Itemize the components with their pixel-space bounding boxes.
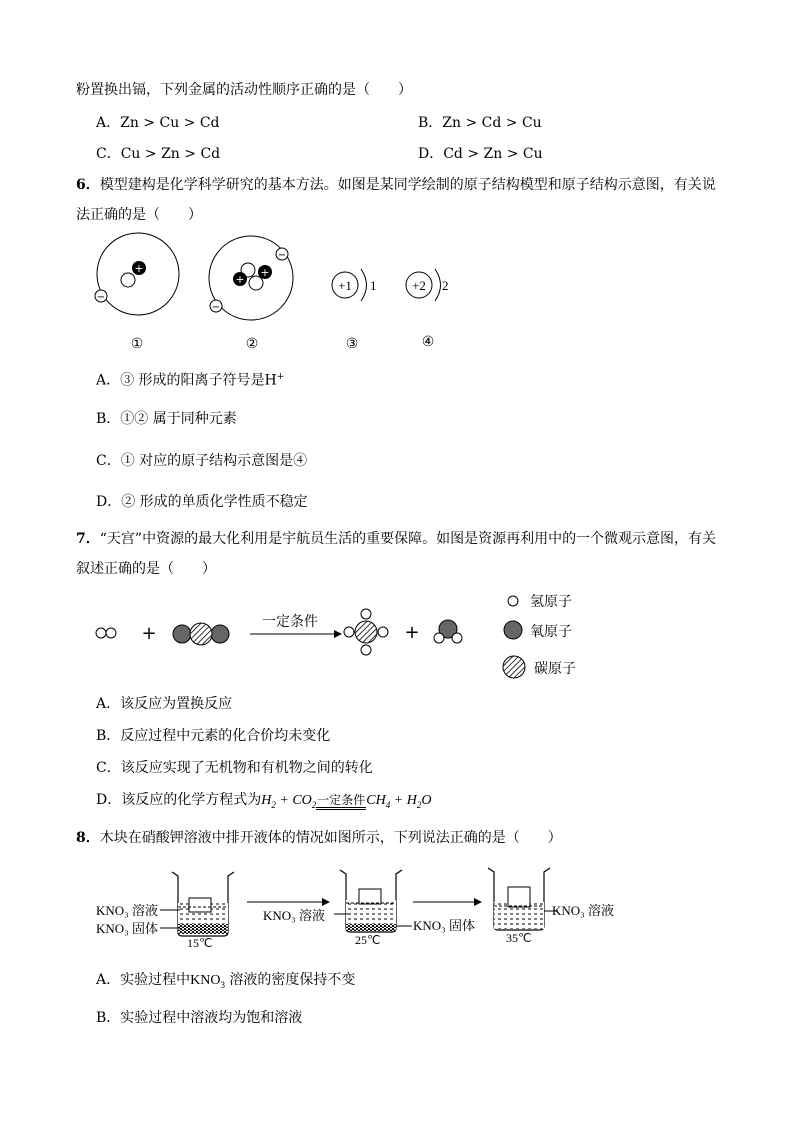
reaction-condition: 一定条件 — [262, 614, 318, 630]
q7-option-d[interactable]: D．该反应的化学方程式为$H_2 + CO_2$一定条件$CH_4 + H_2O$ — [96, 792, 432, 810]
atom-model-2 — [209, 236, 293, 320]
q6-option-d[interactable]: D．② 形成的单质化学性质不稳定 — [96, 494, 308, 510]
beaker-35c — [488, 868, 558, 930]
q7-option-a[interactable]: A．该反应为置换反应 — [96, 696, 233, 712]
electron-minus: − — [277, 250, 287, 261]
figure-label-4: ④ — [421, 334, 435, 350]
label-temp-15: 15℃ — [187, 936, 213, 950]
figure-label-1: ① — [130, 336, 144, 352]
water-molecule — [434, 620, 462, 643]
q5-stem-tail: 粉置换出镉，下列金属的活动性顺序正确的是（ ） — [76, 82, 412, 98]
carbon-dioxide-molecule — [173, 623, 229, 645]
figure-label-3: ③ — [345, 336, 359, 352]
q5-option-b[interactable]: B．Zn > Cd > Cu — [418, 115, 542, 131]
q6-number: 6． — [76, 177, 100, 193]
methane-molecule — [344, 609, 388, 655]
q6-stem-line1: 6．模型建构是化学科学研究的基本方法。如图是某同学绘制的原子结构模型和原子结构示意图，有关说 — [76, 177, 716, 193]
q7-stem-line1: 7．“天宫”中资源的最大化利用是宇航员生活的重要保障。如图是资源再利用中的一个微观示意图，有关 — [76, 531, 717, 547]
label-kno3-solution-1: KNO₃ 溶液 — [96, 903, 158, 918]
chemical-equation: $H_2 + CO_2$一定条件$CH_4 + H_2O$ — [261, 793, 432, 810]
electron-minus: − — [211, 302, 221, 313]
beaker-15c — [160, 872, 234, 936]
atom-model-1 — [95, 233, 179, 315]
q6-option-c[interactable]: C．① 对应的原子结构示意图是④ — [96, 453, 308, 469]
label-kno3-solution-3: KNO₃ 溶液 — [552, 903, 614, 918]
nucleus-charge-4: +2 — [412, 278, 426, 293]
q8-beaker-figure — [0, 862, 794, 962]
reaction-arrow — [250, 614, 342, 638]
shell-electrons-3: 1 — [370, 278, 377, 293]
legend-carbon: 碳原子 — [534, 661, 576, 677]
legend — [503, 594, 576, 678]
q6-option-b[interactable]: B．①② 属于同种元素 — [96, 411, 237, 427]
q5-option-c[interactable]: C．Cu > Zn > Cd — [96, 146, 221, 162]
legend-oxygen: 氧原子 — [530, 624, 572, 640]
q8-option-b[interactable]: B．实验过程中溶液均为饱和溶液 — [96, 1010, 303, 1026]
q7-reaction-figure — [0, 586, 794, 686]
legend-hydrogen: 氢原子 — [530, 594, 572, 610]
electron-minus: − — [96, 292, 106, 303]
atom-diagram-4 — [406, 269, 449, 301]
beaker-25c — [334, 870, 412, 932]
label-temp-35: 35℃ — [506, 931, 532, 945]
atom-diagram-3 — [332, 269, 377, 301]
figure-label-2: ② — [245, 336, 259, 352]
q6-option-a[interactable]: A．③ 形成的阳离子符号是H+ — [96, 372, 285, 389]
shell-electrons-4: 2 — [442, 278, 449, 293]
q7-number: 7． — [76, 531, 100, 547]
q7-option-c[interactable]: C．该反应实现了无机物和有机物之间的转化 — [96, 760, 373, 776]
plus-sign-2: + — [404, 622, 420, 643]
q8-option-a[interactable]: A．实验过程中$KNO_3$ 溶液的密度保持不变 — [96, 972, 356, 990]
q6-atom-figure — [0, 236, 794, 356]
nucleus-charge-3: +1 — [338, 278, 352, 293]
q5-option-d[interactable]: D．Cd > Zn > Cu — [418, 146, 543, 162]
q8-number: 8． — [76, 830, 100, 846]
q7-stem-line2: 叙述正确的是（ ） — [76, 561, 216, 577]
proton-plus: + — [134, 262, 144, 275]
label-temp-25: 25℃ — [355, 933, 381, 947]
label-kno3-solid-1: KNO₃ 固体 — [96, 921, 158, 936]
q6-stem-line2: 法正确的是（ ） — [76, 207, 202, 223]
proton-plus: + — [260, 266, 270, 279]
label-kno3-solid-2: KNO₃ 固体 — [413, 918, 475, 933]
proton-plus: + — [235, 273, 245, 286]
label-kno3-solution-2: KNO₃ 溶液 — [263, 908, 325, 923]
q5-option-a[interactable]: A．Zn > Cu > Cd — [96, 115, 220, 131]
q8-stem: 8．木块在硝酸钾溶液中排开液体的情况如图所示，下列说法正确的是（ ） — [76, 830, 562, 846]
hydrogen-molecule — [96, 628, 116, 638]
q7-option-b[interactable]: B．反应过程中元素的化合价均未变化 — [96, 728, 331, 744]
plus-sign-1: + — [141, 623, 157, 644]
equation-condition: 一定条件 — [316, 793, 366, 810]
